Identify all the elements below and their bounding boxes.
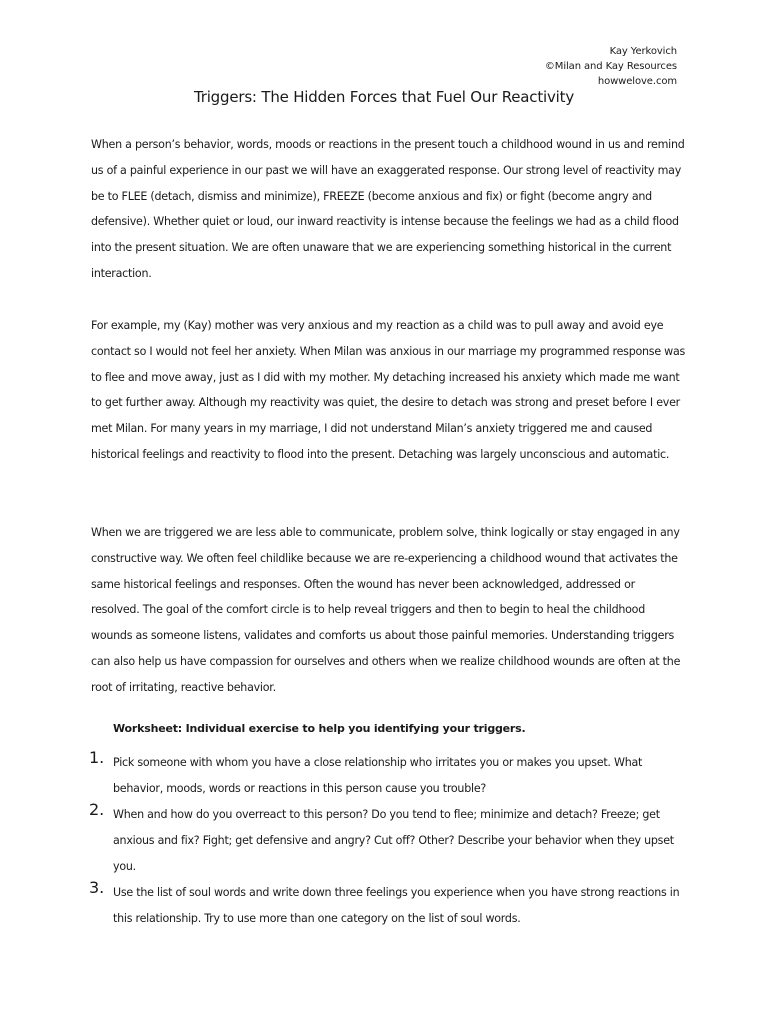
worksheet-item-text: When and how do you overreact to this person? Do you tend to flee; minimize and detach? Freeze; get anxious and fix? Fight; get defensive and angry? Cut off? Other? Describe your behavior when they upset you. xyxy=(113,808,674,873)
author-name: Kay Yerkovich xyxy=(609,46,677,57)
paragraph-example: For example, my (Kay) mother was very anxious and my reaction as a child was to pull away and avoid eye contact so I would not feel her anxiety. When Milan was anxious in our marriage my programmed response was to flee and move away, just as I did with my mother. My detaching increased his anxiety which made me want to get further away. Although my reactivity was quiet, the desire to detach was strong and preset before I ever met Milan. For many years in my marriage, I did not understand Milan’s anxiety triggered me and caused historical feelings and reactivity to flood into the present. Detaching was largely unconscious and automatic. xyxy=(91,319,686,461)
document-title: Triggers: The Hidden Forces that Fuel Our Reactivity xyxy=(193,88,575,106)
document-header xyxy=(545,44,677,89)
worksheet-title: Worksheet: Individual exercise to help you identifying your triggers. xyxy=(113,722,526,735)
worksheet-item-text: Pick someone with whom you have a close relationship who irritates you or makes you upset. What behavior, moods, words or reactions in this person cause you trouble? xyxy=(113,756,643,795)
paragraph-intro: When a person’s behavior, words, moods or reactions in the present touch a childhood wound in us and remind us of a painful experience in our past we will have an exaggerated response. Our strong level of reactivity may be to FLEE (detach, dismiss and minimize), FREEZE (become anxious and fix) or fight (become angry and defensive). Whether quiet or loud, our inward reactivity is intense because the feelings we had as a child flood into the present situation. We are often unaware that we are experiencing something historical in the current interaction. xyxy=(91,138,685,280)
worksheet-item-number: 1. xyxy=(89,748,105,767)
website-text: howwelove.com xyxy=(597,76,677,87)
paragraph-triggered: When we are triggered we are less able to communicate, problem solve, think logically or stay engaged in any constructive way. We often feel childlike because we are re-experiencing a childhood wound that activates the same historical feelings and responses. Often the wound has never been acknowledged, addressed or resolved. The goal of the comfort circle is to help reveal triggers and then to begin to heal the childhood wounds as someone listens, validates and comforts us about those painful memories. Understanding triggers can also help us have compassion for ourselves and others when we realize childhood wounds are often at the root of irritating, reactive behavior. xyxy=(91,526,681,694)
worksheet-item-number: 3. xyxy=(89,878,105,897)
worksheet-item-number: 2. xyxy=(89,800,105,819)
worksheet-item-text: Use the list of soul words and write down three feelings you experience when you have strong reactions in this relationship. Try to use more than one category on the list of soul words. xyxy=(113,886,680,925)
copyright-line: ©Milan and Kay Resources xyxy=(544,61,677,72)
